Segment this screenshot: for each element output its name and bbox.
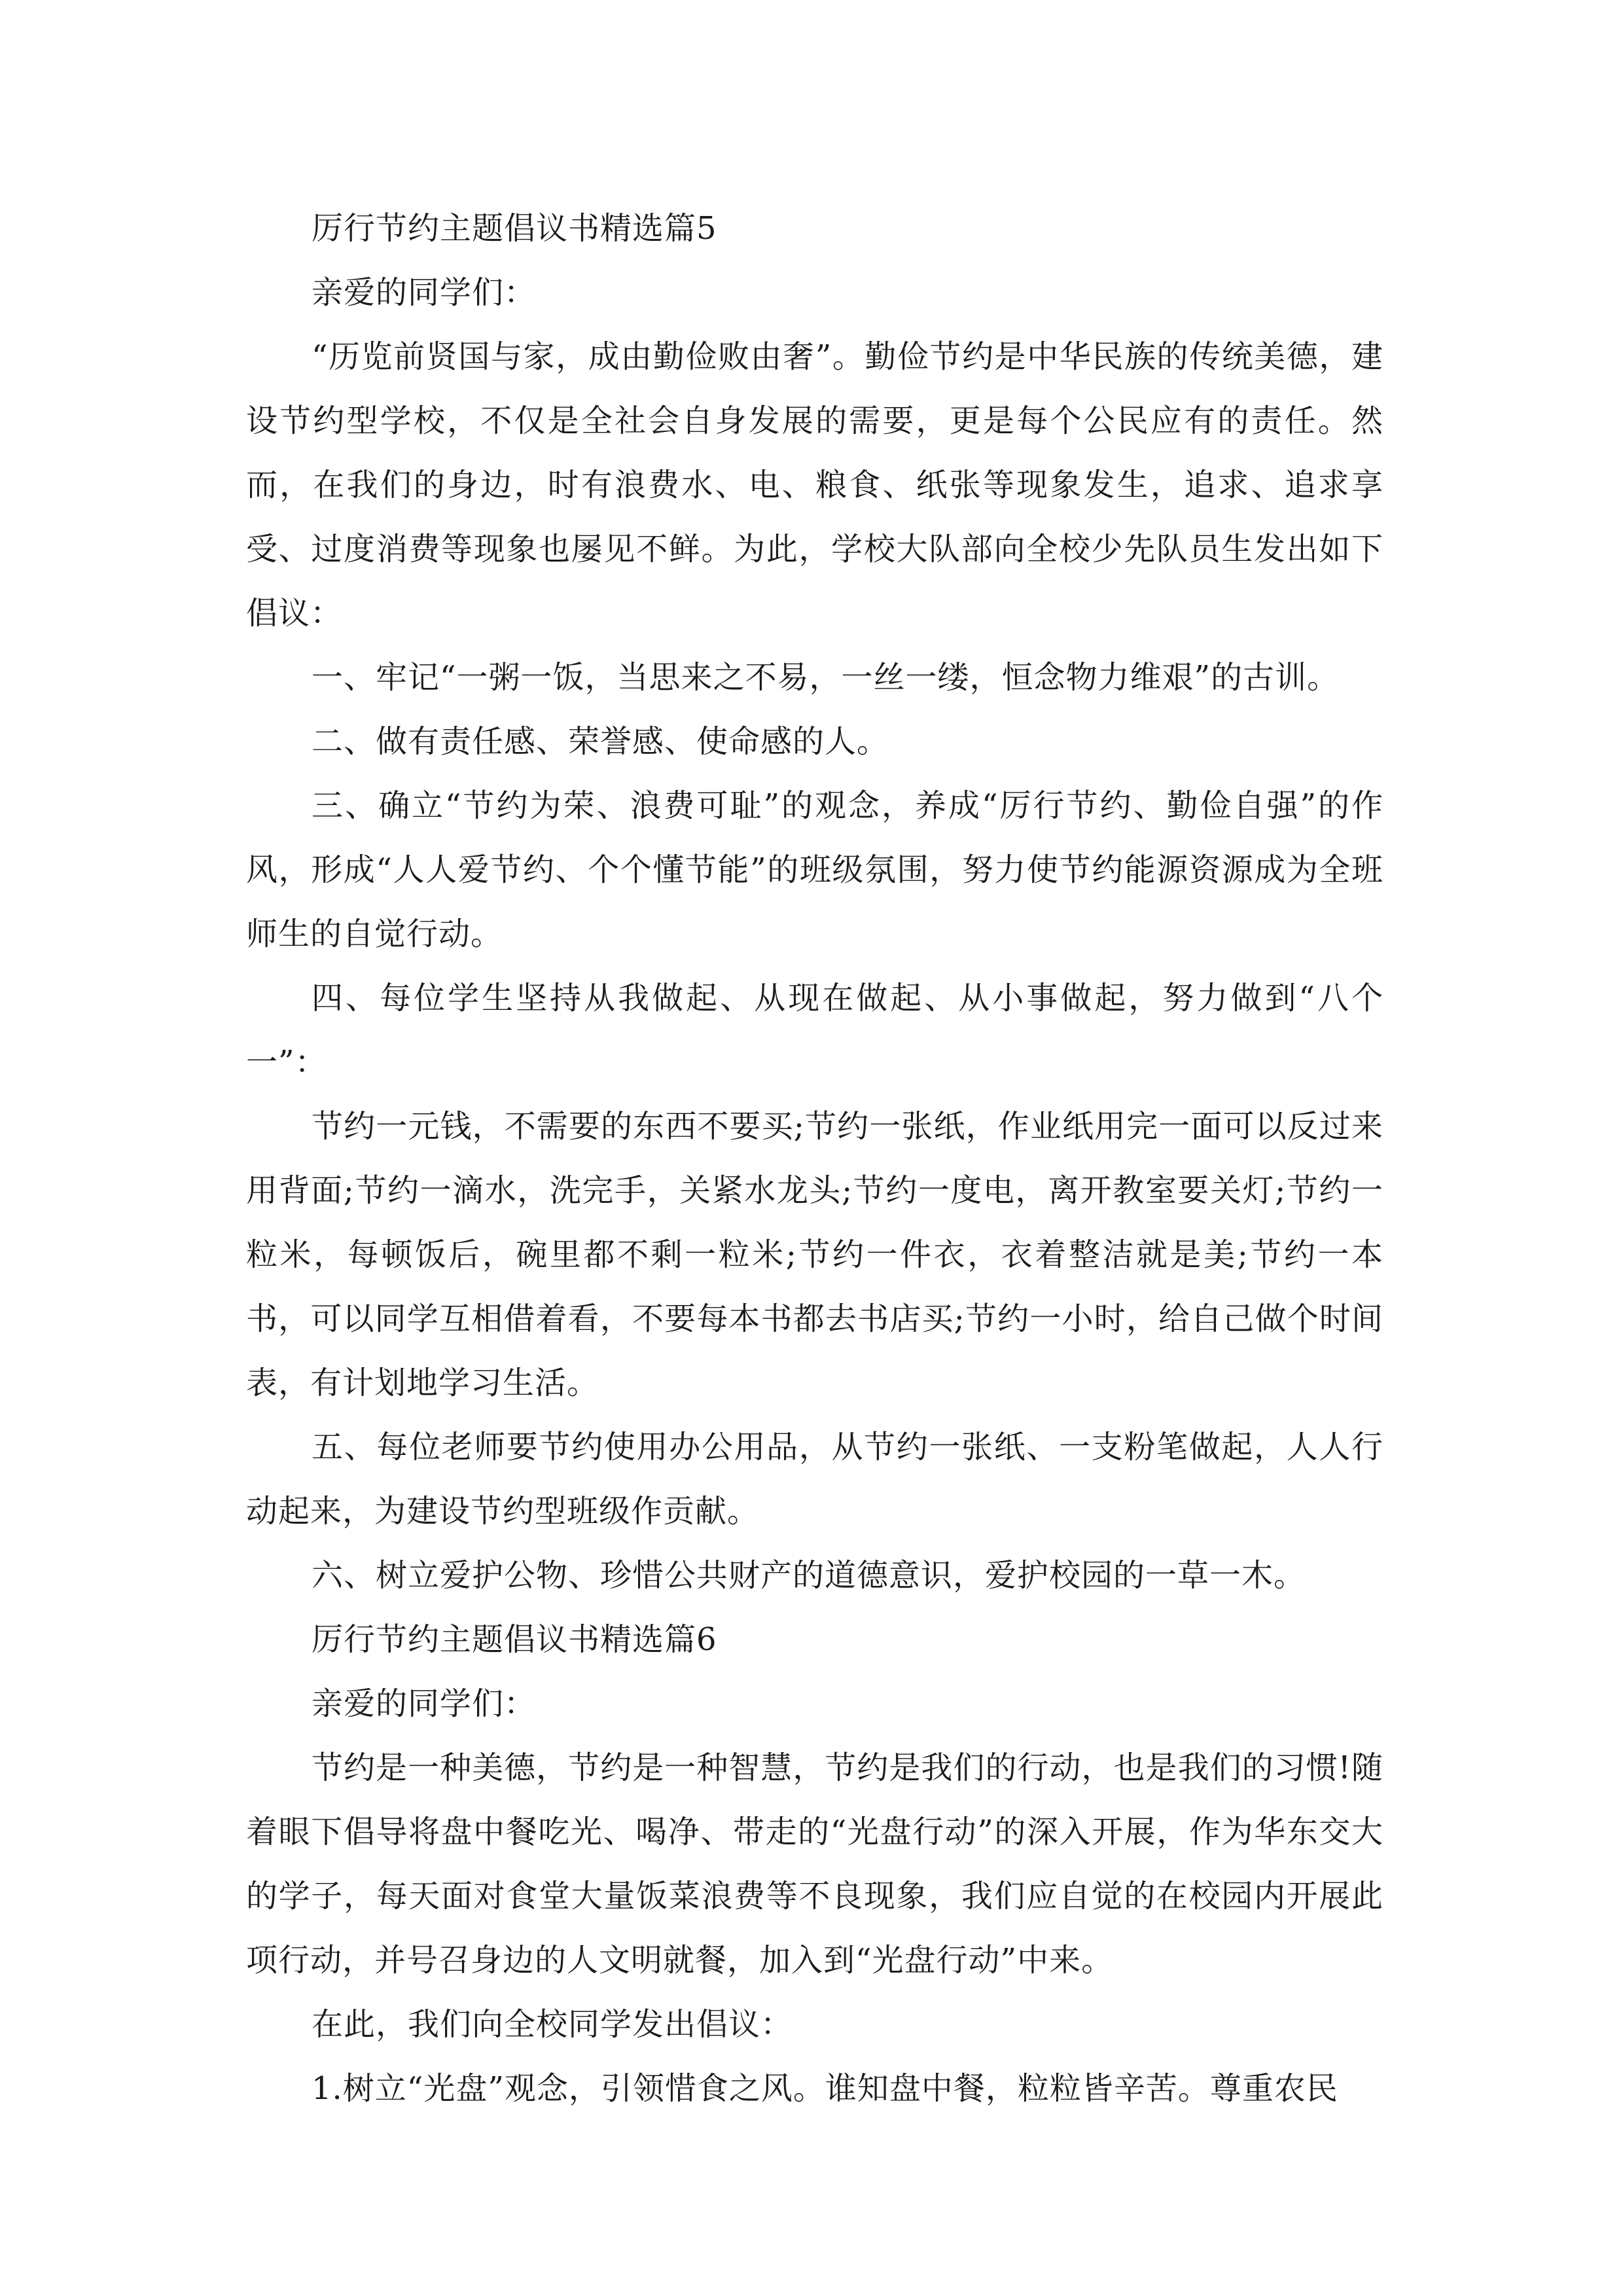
section-5-item-1: 一、牢记“一粥一饭，当思来之不易，一丝一缕，恒念物力维艰”的古训。 <box>312 659 1340 696</box>
document-page <box>246 196 1383 2121</box>
section-6-item-1: 1.树立“光盘”观念，引领惜食之风。谁知盘中餐，粒粒皆辛苦。尊重农民 <box>312 2070 1338 2107</box>
section-6-greeting: 亲爱的同学们： <box>312 1685 537 1722</box>
section-5-intro: “历览前贤国与家，成由勤俭败由奢”。勤俭节约是中华民族的传统美德，建设节约型学校，不仅是全社会自身发展的需要，更是每个公民应有的责任。然而，在我们的身边，时有浪费水、电、粮食、纸张等现象发生，追求、追求享受、过度消费等现象也屡见不鲜。为此，学校大队部向全校少先队员生发出如下倡议： <box>246 338 1383 632</box>
section-6-lead: 在此，我们向全校同学发出倡议： <box>312 2006 793 2043</box>
section-5-item-5: 五、每位老师要节约使用办公用品，从节约一张纸、一支粉笔做起，人人行动起来，为建设节约型班级作贡献。 <box>246 1429 1383 1530</box>
section-6-intro: 节约是一种美德，节约是一种智慧，节约是我们的行动，也是我们的习惯!随着眼下倡导将盘中餐吃光、喝净、带走的“光盘行动”的深入开展，作为华东交大的学子，每天面对食堂大量饭菜浪费等不良现象，我们应自觉的在校园内开展此项行动，并号召身边的人文明就餐，加入到“光盘行动”中来。 <box>246 1749 1383 1979</box>
section-5-item-4-detail: 节约一元钱，不需要的东西不要买;节约一张纸，作业纸用完一面可以反过来用背面;节约一滴水，洗完手，关紧水龙头;节约一度电，离开教室要关灯;节约一粒米，每顿饭后，碗里都不剩一粒米;节约一件衣，衣着整洁就是美;节约一本书，可以同学互相借着看，不要每本书都去书店买;节约一小时，给自己做个时间表，有计划地学习生活。 <box>246 1108 1383 1401</box>
section-5-item-6: 六、树立爱护公物、珍惜公共财产的道德意识，爱护校园的一草一木。 <box>312 1557 1306 1594</box>
section-5-item-3: 三、确立“节约为荣、浪费可耻”的观念，养成“厉行节约、勤俭自强”的作风，形成“人人爱节约、个个懂节能”的班级氛围，努力使节约能源资源成为全班师生的自觉行动。 <box>246 787 1383 952</box>
section-5-item-4: 四、每位学生坚持从我做起、从现在做起、从小事做起，努力做到“八个一”： <box>246 980 1383 1081</box>
section-5-item-2: 二、做有责任感、荣誉感、使命感的人。 <box>312 723 889 760</box>
section-6-title: 厉行节约主题倡议书精选篇6 <box>312 1621 717 1658</box>
section-5-title: 厉行节约主题倡议书精选篇5 <box>312 210 717 247</box>
section-5-greeting: 亲爱的同学们： <box>312 274 537 311</box>
